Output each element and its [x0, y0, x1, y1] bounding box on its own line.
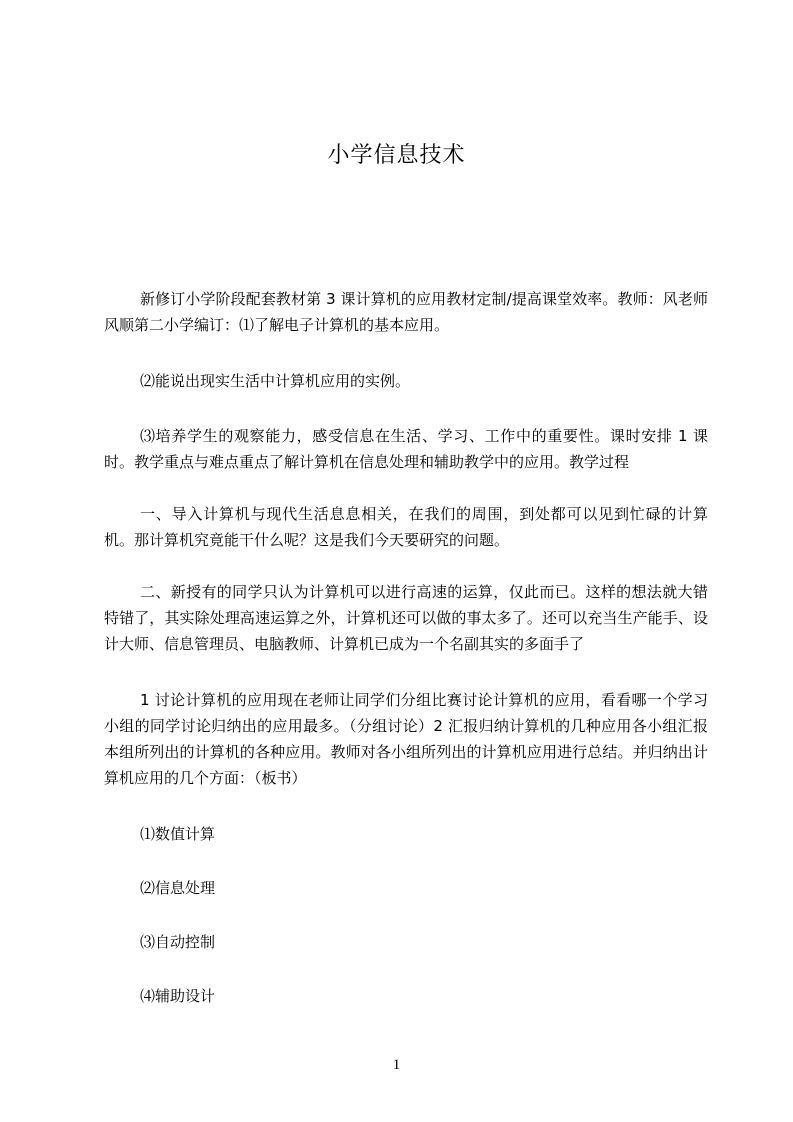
paragraph-new-lesson: 二、新授有的同学只认为计算机可以进行高速的运算，仅此而已。这样的想法就大错特错了，其实除处理高速运算之外，计算机还可以做的事太多了。还可以充当生产能手、设计大师、信息管理员、电脑教师、计算机已成为一个名副其实的多面手了	[104, 583, 708, 653]
list-item-computer-aided-design: ⑷辅助设计	[140, 987, 216, 1005]
paragraph-discussion: 1 讨论计算机的应用现在老师让同学们分组比赛讨论计算机的应用，看看哪一个学习小组的同学讨论归纳出的应用最多。（分组讨论）2 汇报归纳计算机的几种应用各小组汇报本组所列出的计算机的各种应用。教师对各小组所列出的计算机应用进行总结。并归纳出计算机应用的几个方面：（板书）	[104, 691, 708, 787]
list-item-numeric-computation: ⑴数值计算	[140, 825, 216, 843]
page-number: 1	[392, 1057, 401, 1073]
paragraph-intro: 新修订小学阶段配套教材第 3 课计算机的应用教材定制/提高课堂效率。教师：风老师风顺第二小学编订：⑴了解电子计算机的基本应用。	[104, 290, 708, 334]
paragraph-objective-3: ⑶培养学生的观察能力，感受信息在生活、学习、工作中的重要性。课时安排 1 课时。教学重点与难点重点了解计算机在信息处理和辅助教学中的应用。教学过程	[104, 427, 708, 471]
document-title: 小学信息技术	[327, 143, 466, 168]
paragraph-introduction: 一、导入计算机与现代生活息息相关，在我们的周围，到处都可以见到忙碌的计算机。那计算机究竟能干什么呢？这是我们今天要研究的问题。	[104, 505, 708, 549]
list-item-information-processing: ⑵信息处理	[140, 879, 216, 897]
list-item-automatic-control: ⑶自动控制	[140, 933, 216, 951]
paragraph-objective-2: ⑵能说出现实生活中计算机应用的实例。	[140, 372, 411, 390]
